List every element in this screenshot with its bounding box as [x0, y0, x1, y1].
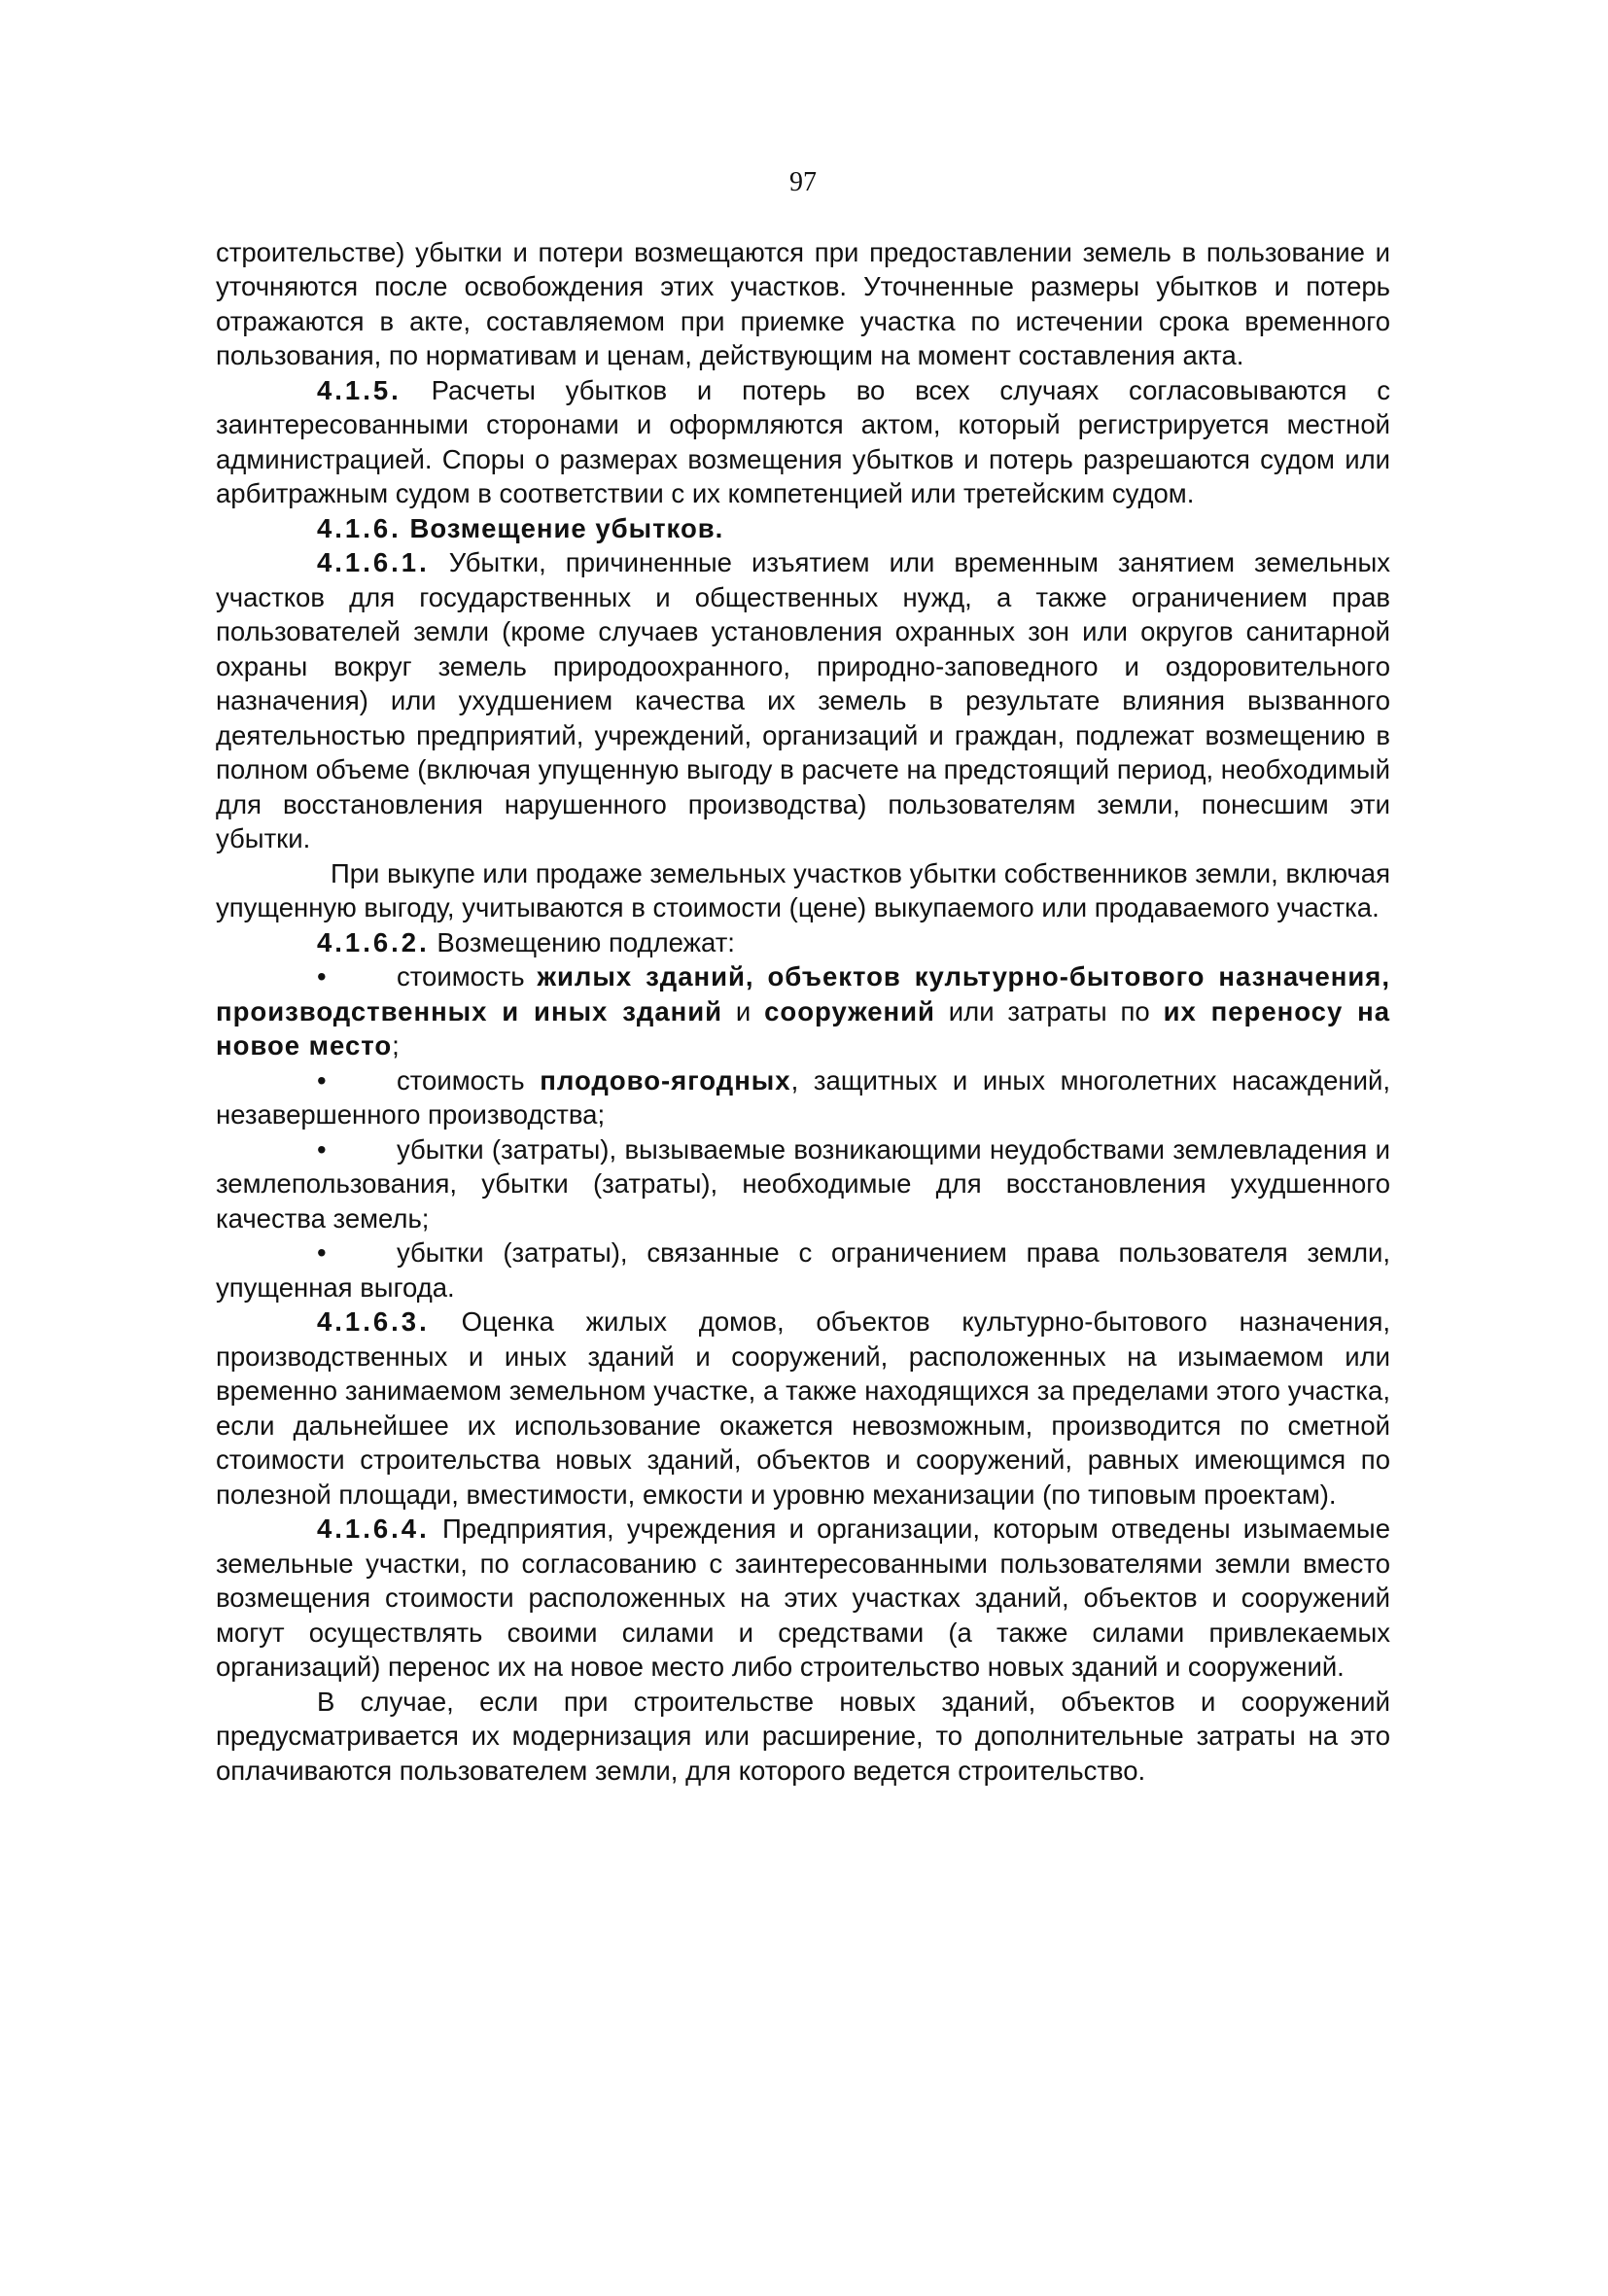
list-item: • стоимость плодово-ягодных, защитных и иных многолетних насаждений, незавершенного производства; — [216, 1064, 1390, 1130]
bullet-icon: • — [317, 1064, 327, 1096]
section-title: Возмещение убытков. — [401, 512, 724, 543]
paragraph-last: В случае, если при строительстве новых зданий, объектов и сооружений предусматривается их модернизация или расширение, то дополнительные затраты на это оплачиваются пользователем земли, для которого ведется строительство. — [216, 1686, 1390, 1786]
bullet-icon: • — [317, 1237, 327, 1268]
section-text: Предприятия, учреждения и организации, которым отведены изымаемые земельные участки, по согласованию с заинтересованными пользователями земли вместо возмещения стоимости расположенных на этих участках зданий, объектов и сооружений могут осуществлять своими силами и средствами (а также силами привлекаемых организаций) перенос их на новое место либо строительство новых зданий и сооружений. — [216, 1513, 1390, 1682]
section-number: 4.1.6.4. — [317, 1513, 430, 1544]
list-item: • убытки (затраты), связанные с ограничением права пользователя земли, упущенная выгода. — [216, 1237, 1390, 1303]
document-page — [216, 165, 1390, 1788]
paragraph-vykup: При выкупе или продаже земельных участков убытки собственников земли, включая упущенную выгоду, учитываются в стоимости (цене) выкупаемого или продаваемого участка. — [216, 857, 1390, 922]
section-text: Возмещению подлежат: — [429, 926, 735, 957]
section-number: 4.1.6. — [317, 512, 402, 543]
section-number: 4.1.5. — [317, 374, 402, 405]
list-item: • убытки (затраты), вызываемые возникающими неудобствами землевладения и землепользования, убытки (затраты), необходимые для восстановления ухудшенного качества земель; — [216, 1133, 1390, 1234]
bullet-icon: • — [317, 961, 327, 991]
section-number: 4.1.6.2. — [317, 926, 430, 957]
section-4-1-5 — [216, 373, 1390, 511]
paragraph-continuation: строительстве) убытки и потери возмещаются при предоставлении земель в пользование и уточняются после освобождения этих участков. Уточненные размеры убытков и потерь отражаются в акте, составляемом при приемке участка по истечении срока временного пользования, по нормативам и ценам, действующим на момент составления акта. — [216, 236, 1390, 370]
section-number: 4.1.6.1. — [317, 547, 430, 577]
list-item: • стоимость жилых зданий, объектов культурно-бытового назначения, производственных и иных зданий и сооружений или затраты по их переносу на новое место; — [216, 961, 1391, 1061]
section-4-1-6-1 — [216, 545, 1390, 856]
section-text: Убытки, причиненные изъятием или временным занятием земельных участков для государственных и общественных нужд, а также ограничением прав пользователей земли (кроме случаев установления охранных зон или округов санитарной охраны вокруг земель природоохранного, природно-заповедного и оздоровительного назначения) или ухудшением качества их земель в результате влияния вызванного деятельностью предприятий, учреждений, организаций и граждан, подлежат возмещению в полном объеме (включая упущенную выгоду в расчете на предстоящий период, необходимый для восстановления нарушенного производства) пользователям земли, понесшим эти убытки. — [216, 547, 1390, 853]
section-number: 4.1.6.3. — [317, 1306, 430, 1337]
page-number: 97 — [789, 167, 817, 197]
section-4-1-6-3 — [216, 1305, 1390, 1512]
section-4-1-6-heading — [216, 511, 1390, 546]
section-4-1-6-2 — [216, 925, 1390, 960]
section-4-1-6-4 — [216, 1512, 1390, 1685]
section-text: Оценка жилых домов, объектов культурно-бытового назначения, производственных и иных зданий и сооружений, расположенных на изымаемом или временно занимаемом земельном участке, а также находящихся за пределами этого участка, если дальнейшее их использование окажется невозможным, производится по сметной стоимости строительства новых зданий, объектов и сооружений, равных имеющимся по полезной площади, вместимости, емкости и уровню механизации (по типовым проектам). — [216, 1306, 1390, 1510]
section-text: Расчеты убытков и потерь во всех случаях согласовываются с заинтересованными сторонами и оформляются актом, который регистрируется местной администрацией. Споры о размерах возмещения убытков и потерь разрешаются судом или арбитражным судом в соответствии с их компетенцией или третейским судом. — [216, 374, 1390, 508]
bullet-icon: • — [317, 1133, 327, 1165]
